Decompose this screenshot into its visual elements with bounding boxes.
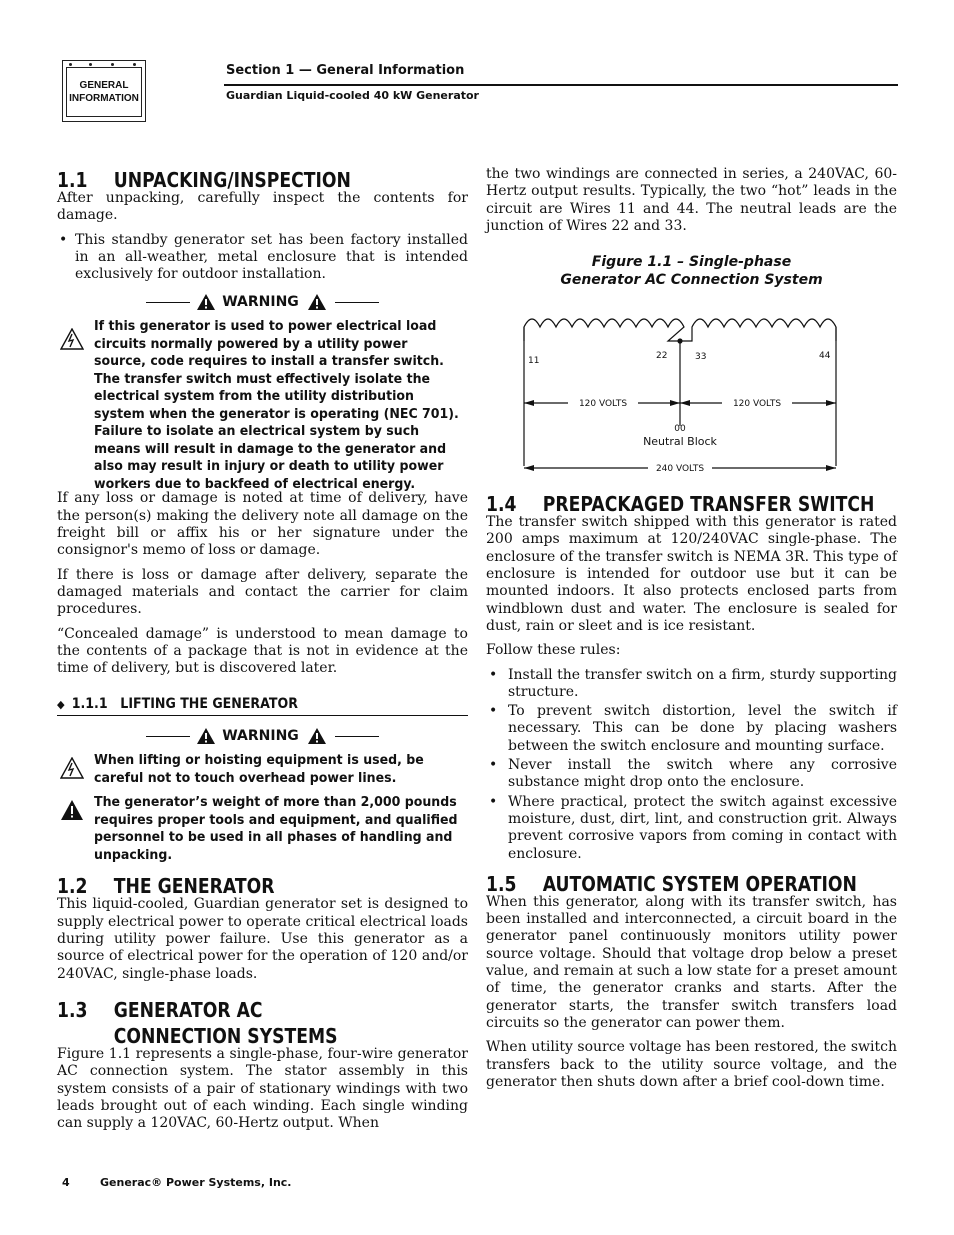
warning-triangle-icon — [196, 727, 216, 745]
junction-dot — [677, 339, 682, 344]
warning-triangle-icon — [196, 293, 216, 311]
rules-list — [486, 667, 897, 863]
tab-line-1: GENERAL — [79, 80, 129, 91]
paragraph: If there is loss or damage after delivery, separate the damaged materials and contact the carrier for claim procedures. — [57, 566, 468, 618]
section-header: Section 1 — General Information — [226, 63, 465, 78]
hazard-triangle-icon — [60, 799, 84, 821]
paragraph: “Concealed damage” is understood to mean damage to the contents of a package that is not in evidence at the time of delivery, but is discovered later. — [57, 625, 468, 677]
wire-label-22: 22 — [656, 351, 668, 362]
section-tab — [62, 60, 146, 122]
paragraph: the two windings are connected in series, a 240VAC, 60-Hertz output results. Typically, the two “hot” leads in the circuit are Wires 11 and 44. The neutral leads are the junction of Wires 22 and 33. — [486, 166, 897, 234]
tab-line-2: INFORMATION — [69, 93, 139, 104]
company-name: Generac® Power Systems, Inc. — [100, 1176, 292, 1189]
connection-diagram — [486, 301, 897, 473]
rules-intro: Follow these rules: — [486, 642, 621, 659]
document-subtitle: Guardian Liquid-cooled 40 kW Generator — [226, 89, 479, 102]
section-tab-label — [66, 67, 142, 117]
voltage-label: 120 VOLTS — [578, 399, 628, 410]
list-item: • Never install the switch where any corrosive substance might drop onto the enclosure. — [486, 757, 897, 792]
list-item: • To prevent switch distortion, level the switch if necessary. This can be done by placing washers between the switch enclosure and mounting surface. — [486, 703, 897, 755]
neutral-block-label: Neutral Block — [643, 435, 717, 449]
neutral-wire-label: 00 — [674, 424, 686, 435]
paragraph: Figure 1.1 represents a single-phase, four-wire generator AC connection system. The stator assembly in this system consists of a pair of stationary windings with two leads brought out of each winding. Each single winding can supply a 120VAC, 60-Hertz output. When — [57, 1045, 468, 1132]
wire-label-44: 44 — [819, 351, 831, 362]
warning-triangle-icon — [305, 293, 329, 311]
warning-header — [57, 289, 468, 315]
heading-1-5: 1.5 AUTOMATIC SYSTEM OPERATION — [486, 871, 857, 896]
paragraph: The transfer switch shipped with this generator is rated 200 amps maximum at 120/240VAC single-phase. The enclosure of the transfer switch is NEMA 3R. This type of enclosure is intended for outdoor use but it can be mounted indoors. It also protects enclosed parts from windblown dust and water. The enclosure is sealed for dust, rain or sleet and is ice resistant. — [486, 514, 897, 634]
warning-label: WARNING — [222, 728, 299, 745]
warning-text: If this generator is used to power electrical load circuits normally powered by a utility power source, code requires to install a transfer switch. The transfer switch must effectively isolate the electrical system from the utility distribution system when the generator is operating (NEC 701). Failure to isolate an electrical system by such means will result in damage to the generator and also may result in injury or death to utility power workers due to backfeed of electrical energy. — [94, 318, 459, 492]
diamond-bullet-icon: ◆ — [57, 698, 65, 712]
page-footer — [62, 1176, 291, 1189]
wire-label-33: 33 — [695, 352, 707, 363]
warning-text: When lifting or hoisting equipment is used, be careful not to touch overhead power lines. — [94, 752, 424, 786]
paragraph: When this generator, along with its transfer switch, has been installed and interconnected, a circuit board in the generator panel continuously monitors utility power source voltage. Should that voltage drop below a preset value, and remain at such a low state for a preset amount of time, the generator cranks and starts. After the generator starts, the transfer switch transfers load circuits so the generator can power them. — [486, 893, 897, 1031]
voltage-label: 240 VOLTS — [655, 464, 705, 474]
wire-label-11: 11 — [528, 356, 540, 367]
warning-text: The generator’s weight of more than 2,000 pounds requires proper tools and equipment, and qualified personnel to be used in all phases of handling and unpacking. — [94, 794, 458, 863]
figure-caption: Figure 1.1 – Single-phase Generator AC Connection System — [560, 254, 823, 289]
warning-label: WARNING — [222, 294, 299, 311]
list-item: • Where practical, protect the switch against excessive moisture, dust, dirt, lint, and construction grit. Always prevent corrosive vapors from coming in contact with enclosure. — [486, 794, 897, 863]
subheading-1-1-1: ◆ 1.1.1 LIFTING THE GENERATOR — [57, 696, 468, 716]
heading-1-2: 1.2 THE GENERATOR — [57, 874, 275, 899]
heading-1-3: 1.3 GENERATOR AC CONNECTION SYSTEMS — [57, 997, 338, 1048]
warning-header — [57, 723, 468, 749]
list-item: • Install the transfer switch on a firm, sturdy supporting structure. — [486, 667, 897, 702]
paragraph: If any loss or damage is noted at time of delivery, have the person(s) making the delivery note all damage on the freight bill or affix his or her signature under the consignor's memo of loss or damage. — [57, 490, 468, 559]
paragraph: This liquid-cooled, Guardian generator set is designed to supply electrical power to operate critical electrical loads during utility power failure. Use this generator as a source of electrical power for the operation of 120 and/or 240VAC, single-phase loads. — [57, 896, 468, 982]
right-column — [486, 166, 897, 1091]
list-item: • This standby generator set has been factory installed in an all-weather, metal enclosure that is intended exclusively for outdoor installation. — [57, 232, 468, 284]
electric-shock-icon — [60, 757, 84, 779]
heading-1-4: 1.4 PREPACKAGED TRANSFER SWITCH — [486, 492, 875, 517]
warning-block — [57, 318, 468, 492]
voltage-label: 120 VOLTS — [732, 399, 782, 410]
warning-block — [57, 794, 468, 864]
electric-shock-icon — [60, 328, 84, 350]
header-rule — [224, 84, 898, 86]
warning-block — [57, 752, 468, 790]
page-number: 4 — [62, 1176, 70, 1189]
warning-triangle-icon — [305, 727, 329, 745]
left-column — [57, 168, 468, 1132]
heading-1-1: 1.1 UNPACKING/INSPECTION — [57, 168, 351, 192]
unpacking-intro: After unpacking, carefully inspect the contents for damage. — [57, 190, 468, 224]
paragraph: When utility source voltage has been restored, the switch transfers back to the utility source voltage, and the generator then shuts down after a brief cool-down time. — [486, 1039, 897, 1090]
